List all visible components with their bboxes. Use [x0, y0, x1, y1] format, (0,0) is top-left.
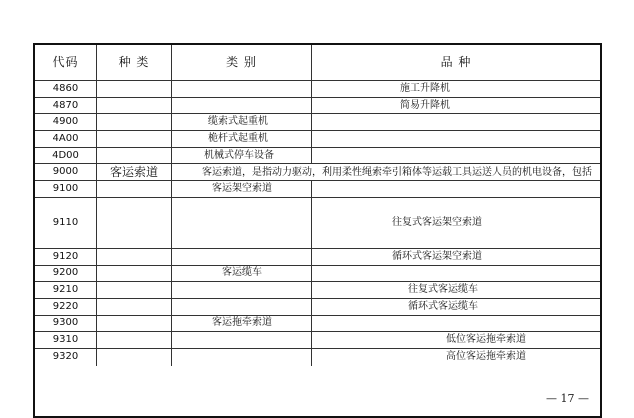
row-kind	[97, 81, 172, 98]
header-variety: 品 种	[312, 45, 600, 81]
row-variety: 循环式客运缆车	[312, 299, 600, 316]
row-variety: 施工升降机	[312, 81, 600, 98]
row-code: 9310	[35, 332, 97, 349]
row-kind	[97, 249, 172, 266]
row-kind	[97, 148, 172, 165]
page-number: — 17 —	[546, 392, 589, 405]
row-kind	[97, 181, 172, 198]
equipment-catalog-table	[33, 43, 602, 418]
row-kind	[97, 198, 172, 249]
row-category: 机械式停车设备	[172, 148, 312, 165]
row-category: 桅杆式起重机	[172, 131, 312, 148]
row-category	[172, 249, 312, 266]
row-code: 9200	[35, 266, 97, 283]
row-category	[172, 332, 312, 349]
row-kind	[97, 332, 172, 349]
row-variety: 高位客运拖牵索道	[446, 351, 526, 363]
kind-description: 客运索道，是指动力驱动，利用柔性绳索牵引箱体等运载工具运送人员的机电设备，包括	[172, 164, 600, 181]
row-variety: 往复式客运缆车	[312, 282, 600, 299]
row-code: 4A00	[35, 131, 97, 148]
row-code: 4900	[35, 114, 97, 131]
row-kind	[97, 131, 172, 148]
row-variety	[312, 148, 600, 165]
row-kind	[97, 349, 172, 366]
row-category: 客运架空索道	[172, 181, 312, 198]
row-category	[172, 81, 312, 98]
row-kind	[97, 98, 172, 115]
row-variety: 往复式客运架空索道	[312, 198, 600, 249]
header-kind: 种 类	[97, 45, 172, 81]
row-kind	[97, 316, 172, 333]
row-code: 9000	[35, 164, 97, 181]
row-code: 4870	[35, 98, 97, 115]
row-category	[172, 198, 312, 249]
row-code: 9220	[35, 299, 97, 316]
row-code: 9100	[35, 181, 97, 198]
row-category	[172, 299, 312, 316]
row-kind	[97, 114, 172, 131]
row-kind	[97, 282, 172, 299]
row-kind	[97, 266, 172, 283]
row-category: 客运拖牵索道	[172, 316, 312, 333]
row-code: 9210	[35, 282, 97, 299]
row-category: 客运缆车	[172, 266, 312, 283]
row-variety	[312, 266, 600, 283]
row-variety: 简易升降机	[312, 98, 600, 115]
row-kind	[97, 299, 172, 316]
row-variety	[312, 316, 600, 333]
row-variety	[312, 131, 600, 148]
row-code: 9110	[35, 198, 97, 249]
row-variety: 低位客运拖牵索道	[312, 332, 600, 349]
row-category	[172, 98, 312, 115]
header-code: 代码	[35, 45, 97, 81]
row-kind: 客运索道	[97, 164, 172, 181]
row-variety	[312, 181, 600, 198]
header-category: 类 别	[172, 45, 312, 81]
row-variety	[312, 114, 600, 131]
row-category: 缆索式起重机	[172, 114, 312, 131]
row-code: 4860	[35, 81, 97, 98]
row-code: 9120	[35, 249, 97, 266]
row-code: 9320	[35, 349, 97, 366]
row-variety: 循环式客运架空索道	[312, 249, 600, 266]
row-code: 4D00	[35, 148, 97, 165]
row-category	[172, 282, 312, 299]
row-category	[172, 349, 312, 366]
row-code: 9300	[35, 316, 97, 333]
